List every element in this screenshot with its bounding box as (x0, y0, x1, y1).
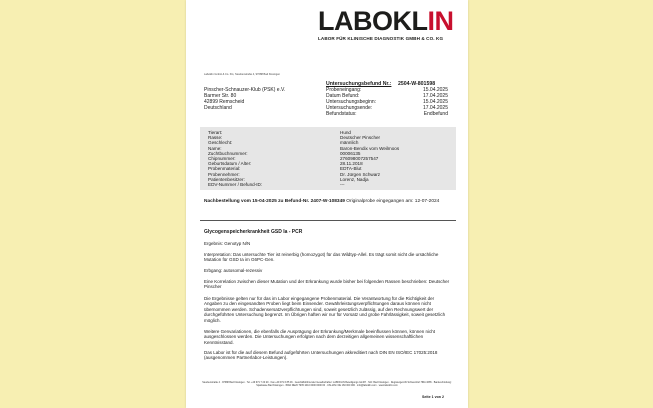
recipient-line-4: Deutschland (204, 105, 232, 111)
patient-info-box: Tierart: Hund Rasse: Deutscher Pinscher Geschlecht: männlich Name: Baron-Bendix vom Weilmoos Zuchtbuchnummer: 00006135 Chipnummer: 276098007257547 Geburtsdatum / Alter: 28.11.2018 Probenmaterial: EDTA-Blut Probennehmer: Dr. Jürgen Schwarz Patientenbesitzer: Lorenz, Nadja EDV-Nummer / Befund-ID: --- (200, 127, 456, 190)
section-divider (200, 220, 456, 221)
recipient-line-1: Pinscher-Schnauzer-Klub (PSK) e.V. (204, 87, 286, 93)
report-page: LABOKLIN LABOR FÜR KLINISCHE DIAGNOSTIK GMBH & CO. KG Laboklin GmbH & Co. KG, Steubenstraße 4, 97688 Bad Kissingen Pinscher-Schnauzer-Klub (PSK) e.V. Barmer Str. 80 42899 Remscheid Deutschland Untersuchungsbefund Nr.: 2504-W-801598 Probeneingang: 15.04.2025 Datum Befund: 17.04.2025 Untersuchungsbeginn: 15.04.2025 Untersuchungsende: 17.04.2025 Befundstatus: Endbefund Tierart: Hund Rasse: Deutscher Pinscher Geschlecht: männlich Name: Baron-Bendix vom Weilmoos Zuchtbuchnummer: 00006135 Chipnummer: 276098007257547 Geburtsdatum / Alter: 28.11.2018 Probenmaterial: EDTA-Blut Probennehmer: Dr. Jürgen Schwarz Patientenbesitzer: Lorenz, Nadja EDV-Nummer / Befund-ID: --- Nachbestellung vom 15-04-2025 zu Befund-Nr. 2407-W-108349 Originalprobe eingegangen am: 12-07-2024 Glycogenspeicherkrankheit GSD Ia - PCR Ergebnis: Genotyp N/N Interpretation: Das untersuchte Tier ist reinerbig (homozygot) für das Wildtyp-Allel. Es trägt somit nicht die ursächliche Mutation für GSD Ia im G6PC-Gen. Erbgang: autosomal-rezessiv Eine Korrelation zwischen dieser Mutation und der Erkrankung wurde bisher bei folgenden Rassen beschrieben: Deutscher Pinscher Die Ergebnisse gelten nur für das im Labor eingegangene Probenmaterial. Die Verantwortung für die Richtigkeit der Angaben zu den eingesandten Proben liegt beim Einsender. Gewährleistungsverpflichtungen daraus können nicht übernommen werden. Schadensersatzverpflichtungen sind, soweit gesetzlich zulässig, auf den Rechnungswert der durchgeführten Untersuchung begrenzt. Im Übrigen haften wir nur für Vorsatz und grobe Fahrlässigkeit, soweit gesetzlich möglich. Weitere Genvariationen, die ebenfalls die Ausprägung der Erkrankung/Merkmale beeinflussen können, können nicht ausgeschlossen werden. Die Untersuchungen erfolgten nach dem derzeitigen allgemeinen wissenschaftlichen Kenntnisstand. Das Labor ist für die auf diesem Befund aufgeführten Untersuchungen akkreditiert nach DIN EN ISO/IEC 17025:2018 (ausgenommen Partnerlabor-Leistungen). Steubenstraße 4 · 97688 Bad Kissingen · Tel. +49 971 7 20 20 · Fax +49 971 6 85 46 · Geschäftsführender Gesellschafter: LABOKLIN Beteiligungs GmbH · Sitz: Bad Kissingen · Registergericht Schweinfurt HRA 4665 · Bankverbindung: Sparkasse Bad Kissingen · IBAN DE20 7935 1010 0000 0000 00 · USt-IdNr. DE 160 000 000 · info@laboklin.com · www.laboklin.com Seite 1 von 2 (186, 0, 468, 408)
sender-line: Laboklin GmbH & Co. KG, Steubenstraße 4, 97688 Bad Kissingen (204, 73, 281, 76)
disclaimer-liability: Die Ergebnisse gelten nur für das im Labor eingegangene Probenmaterial. Die Verantwortung für die Richtigkeit der Angaben zu den eingesandten Proben liegt beim Einsender. Gewährleistungsverpflichtungen daraus können nicht übernommen werden. Schadensersatzverpflichtungen sind, soweit gesetzlich zulässig, auf den Rechnungswert der durchgeführten Untersuchung begrenzt. Im Übrigen haften wir nur für Vorsatz und grobe Fahrlässigkeit, soweit gesetzlich möglich. (204, 296, 446, 323)
nachbestellung-note: Nachbestellung vom 15-04-2025 zu Befund-Nr. 2407-W-108349 Originalprobe eingegangen am: 12-07-2024 (204, 199, 440, 204)
page-footer: Steubenstraße 4 · 97688 Bad Kissingen · Tel. +49 971 7 20 20 · Fax +49 971 6 85 46 · Geschäftsführender Gesellschafter: LABOKLIN Beteiligungs GmbH · Sitz: Bad Kissingen · Registergericht Schweinfurt HRA 4665 · Bankverbindung: Sparkasse Bad Kissingen · IBAN DE20 7935 1010 0000 0000 00 · USt-IdNr. DE 160 000 000 · info@laboklin.com · www.laboklin.com (202, 381, 452, 387)
accreditation-note: Das Labor ist für die auf diesem Befund aufgeführten Untersuchungen akkreditiert nach DIN EN ISO/IEC 17025:2018 (ausgenommen Partnerlabor-Leistungen). (204, 350, 438, 361)
report-number-label: Untersuchungsbefund Nr.: (326, 81, 392, 87)
result-breed-correlation: Eine Korrelation zwischen dieser Mutation und der Erkrankung wurde bisher bei folgenden Rassen beschrieben: Deutscher Pinscher (204, 279, 450, 290)
disclaimer-gene-variations: Weitere Genvariationen, die ebenfalls die Ausprägung der Erkrankung/Merkmale beeinflussen können, können nicht ausgeschlossen werden. Die Untersuchungen erfolgten nach dem derzeitigen allgemeinen wissenschaftlichen Kenntnisstand. (204, 329, 436, 345)
test-section-title: Glycogenspeicherkrankheit GSD Ia - PCR (204, 229, 303, 235)
recipient-line-2: Barmer Str. 80 (204, 93, 237, 99)
result-inheritance: Erbgang: autosomal-rezessiv (204, 268, 263, 273)
result-genotype: Ergebnis: Genotyp N/N (204, 241, 251, 246)
result-interpretation: Interpretation: Das untersuchte Tier ist reinerbig (homozygot) für das Wildtyp-Allel. Es trägt somit nicht die ursächliche Mutation für GSD Ia im G6PC-Gen. (204, 252, 439, 263)
company-logo-subtitle: LABOR FÜR KLINISCHE DIAGNOSTIK GMBH & CO. KG (318, 36, 444, 41)
report-number-value: 2504-W-801598 (398, 81, 436, 87)
recipient-line-3: 42899 Remscheid (204, 99, 245, 105)
page-number: Seite 1 von 2 (422, 395, 444, 399)
company-logo: LABOKLIN (318, 6, 454, 36)
